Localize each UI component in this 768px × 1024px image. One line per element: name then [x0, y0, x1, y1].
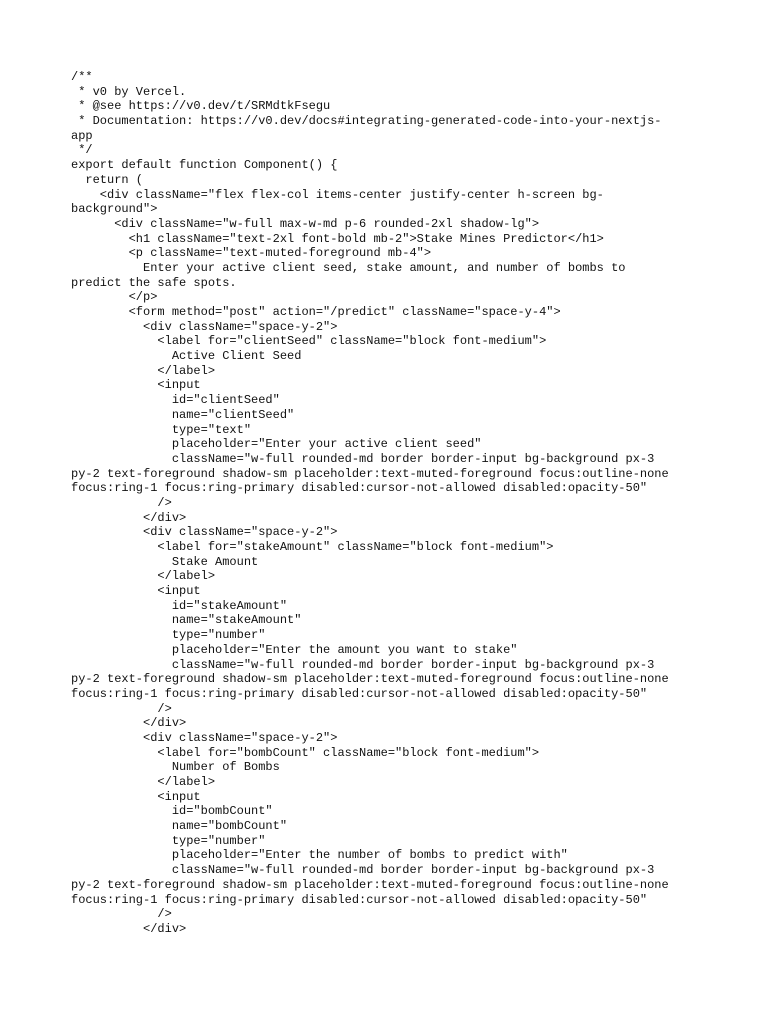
code-line: placeholder="Enter the amount you want to stake" [71, 642, 518, 657]
code-line: </label> [71, 363, 216, 378]
code-line: <label for="bombCount" className="block font-medium"> [71, 745, 540, 760]
code-line: id="bombCount" [71, 804, 273, 819]
code-line: <div className="space-y-2"> [71, 730, 338, 745]
code-line: <label for="stakeAmount" className="block font-medium"> [71, 540, 554, 554]
code-line: </label> [71, 775, 216, 789]
code-line: id="clientSeed" [71, 393, 280, 408]
code-line: */ [71, 143, 93, 158]
code-line: focus:ring-1 focus:ring-primary disabled:cursor-not-allowed disabled:opacity-50" [71, 686, 648, 701]
code-line: </div> [71, 510, 187, 525]
code-line: <h1 className="text-2xl font-bold mb-2">Stake Mines Predictor</h1> [71, 231, 604, 246]
code-line: Stake Amount [71, 554, 259, 569]
code-line: <input [71, 789, 201, 804]
code-line: </div> [71, 716, 187, 731]
code-line: <input [71, 378, 201, 393]
code-line: focus:ring-1 focus:ring-primary disabled:cursor-not-allowed disabled:opacity-50" [71, 481, 648, 496]
code-line: className="w-full rounded-md border border-input bg-background px-3 [71, 863, 655, 878]
code-line: type="number" [71, 833, 266, 848]
code-line: id="stakeAmount" [71, 598, 288, 613]
code-line: <p className="text-muted-foreground mb-4"> [71, 246, 432, 261]
code-line: * v0 by Vercel. [71, 84, 187, 99]
code-line: name="stakeAmount" [71, 613, 302, 628]
code-line: py-2 text-foreground shadow-sm placeholder:text-muted-foreground focus:outline-none [71, 466, 669, 481]
code-line: className="w-full rounded-md border border-input bg-background px-3 [71, 657, 655, 672]
code-line: <div className="flex flex-col items-center justify-center h-screen bg- [71, 187, 604, 202]
code-line: py-2 text-foreground shadow-sm placeholder:text-muted-foreground focus:outline-none [71, 877, 669, 892]
code-line: type="text" [71, 422, 252, 437]
code-line: className="w-full rounded-md border border-input bg-background px-3 [71, 451, 655, 466]
code-line: return ( [71, 172, 144, 187]
code-line: type="number" [71, 628, 266, 643]
code-line: </div> [71, 921, 187, 936]
code-line: Number of Bombs [71, 760, 280, 775]
code-line: </label> [71, 569, 216, 584]
code-line: /** [71, 70, 93, 84]
code-line: * Documentation: https://v0.dev/docs#integrating-generated-code-into-your-nextjs- [71, 114, 662, 129]
code-line: placeholder="Enter the number of bombs to predict with" [71, 848, 568, 863]
code-line: background"> [71, 202, 158, 217]
code-line: <div className="space-y-2"> [71, 525, 338, 540]
code-line: export default function Component() { [71, 158, 338, 173]
code-line: /> [71, 495, 172, 510]
code-line: * @see https://v0.dev/t/SRMdtkFsegu [71, 99, 331, 114]
code-line: predict the safe spots. [71, 275, 237, 290]
code-line: py-2 text-foreground shadow-sm placeholder:text-muted-foreground focus:outline-none [71, 672, 669, 687]
code-document [71, 70, 711, 937]
code-line: name="bombCount" [71, 819, 288, 834]
code-line: /> [71, 907, 172, 922]
code-line: </p> [71, 290, 158, 305]
code-line: Active Client Seed [71, 349, 302, 364]
code-line: focus:ring-1 focus:ring-primary disabled:cursor-not-allowed disabled:opacity-50" [71, 892, 648, 907]
code-line: app [71, 128, 93, 143]
code-line: <div className="w-full max-w-md p-6 rounded-2xl shadow-lg"> [71, 216, 540, 231]
code-line: name="clientSeed" [71, 407, 295, 422]
code-line: <input [71, 584, 201, 599]
code-line: <div className="space-y-2"> [71, 319, 338, 334]
code-line: <label for="clientSeed" className="block font-medium"> [71, 334, 547, 349]
code-line: <form method="post" action="/predict" className="space-y-4"> [71, 305, 561, 319]
code-line: /> [71, 701, 172, 716]
code-line: placeholder="Enter your active client seed" [71, 437, 482, 452]
code-line: Enter your active client seed, stake amount, and number of bombs to [71, 260, 626, 275]
